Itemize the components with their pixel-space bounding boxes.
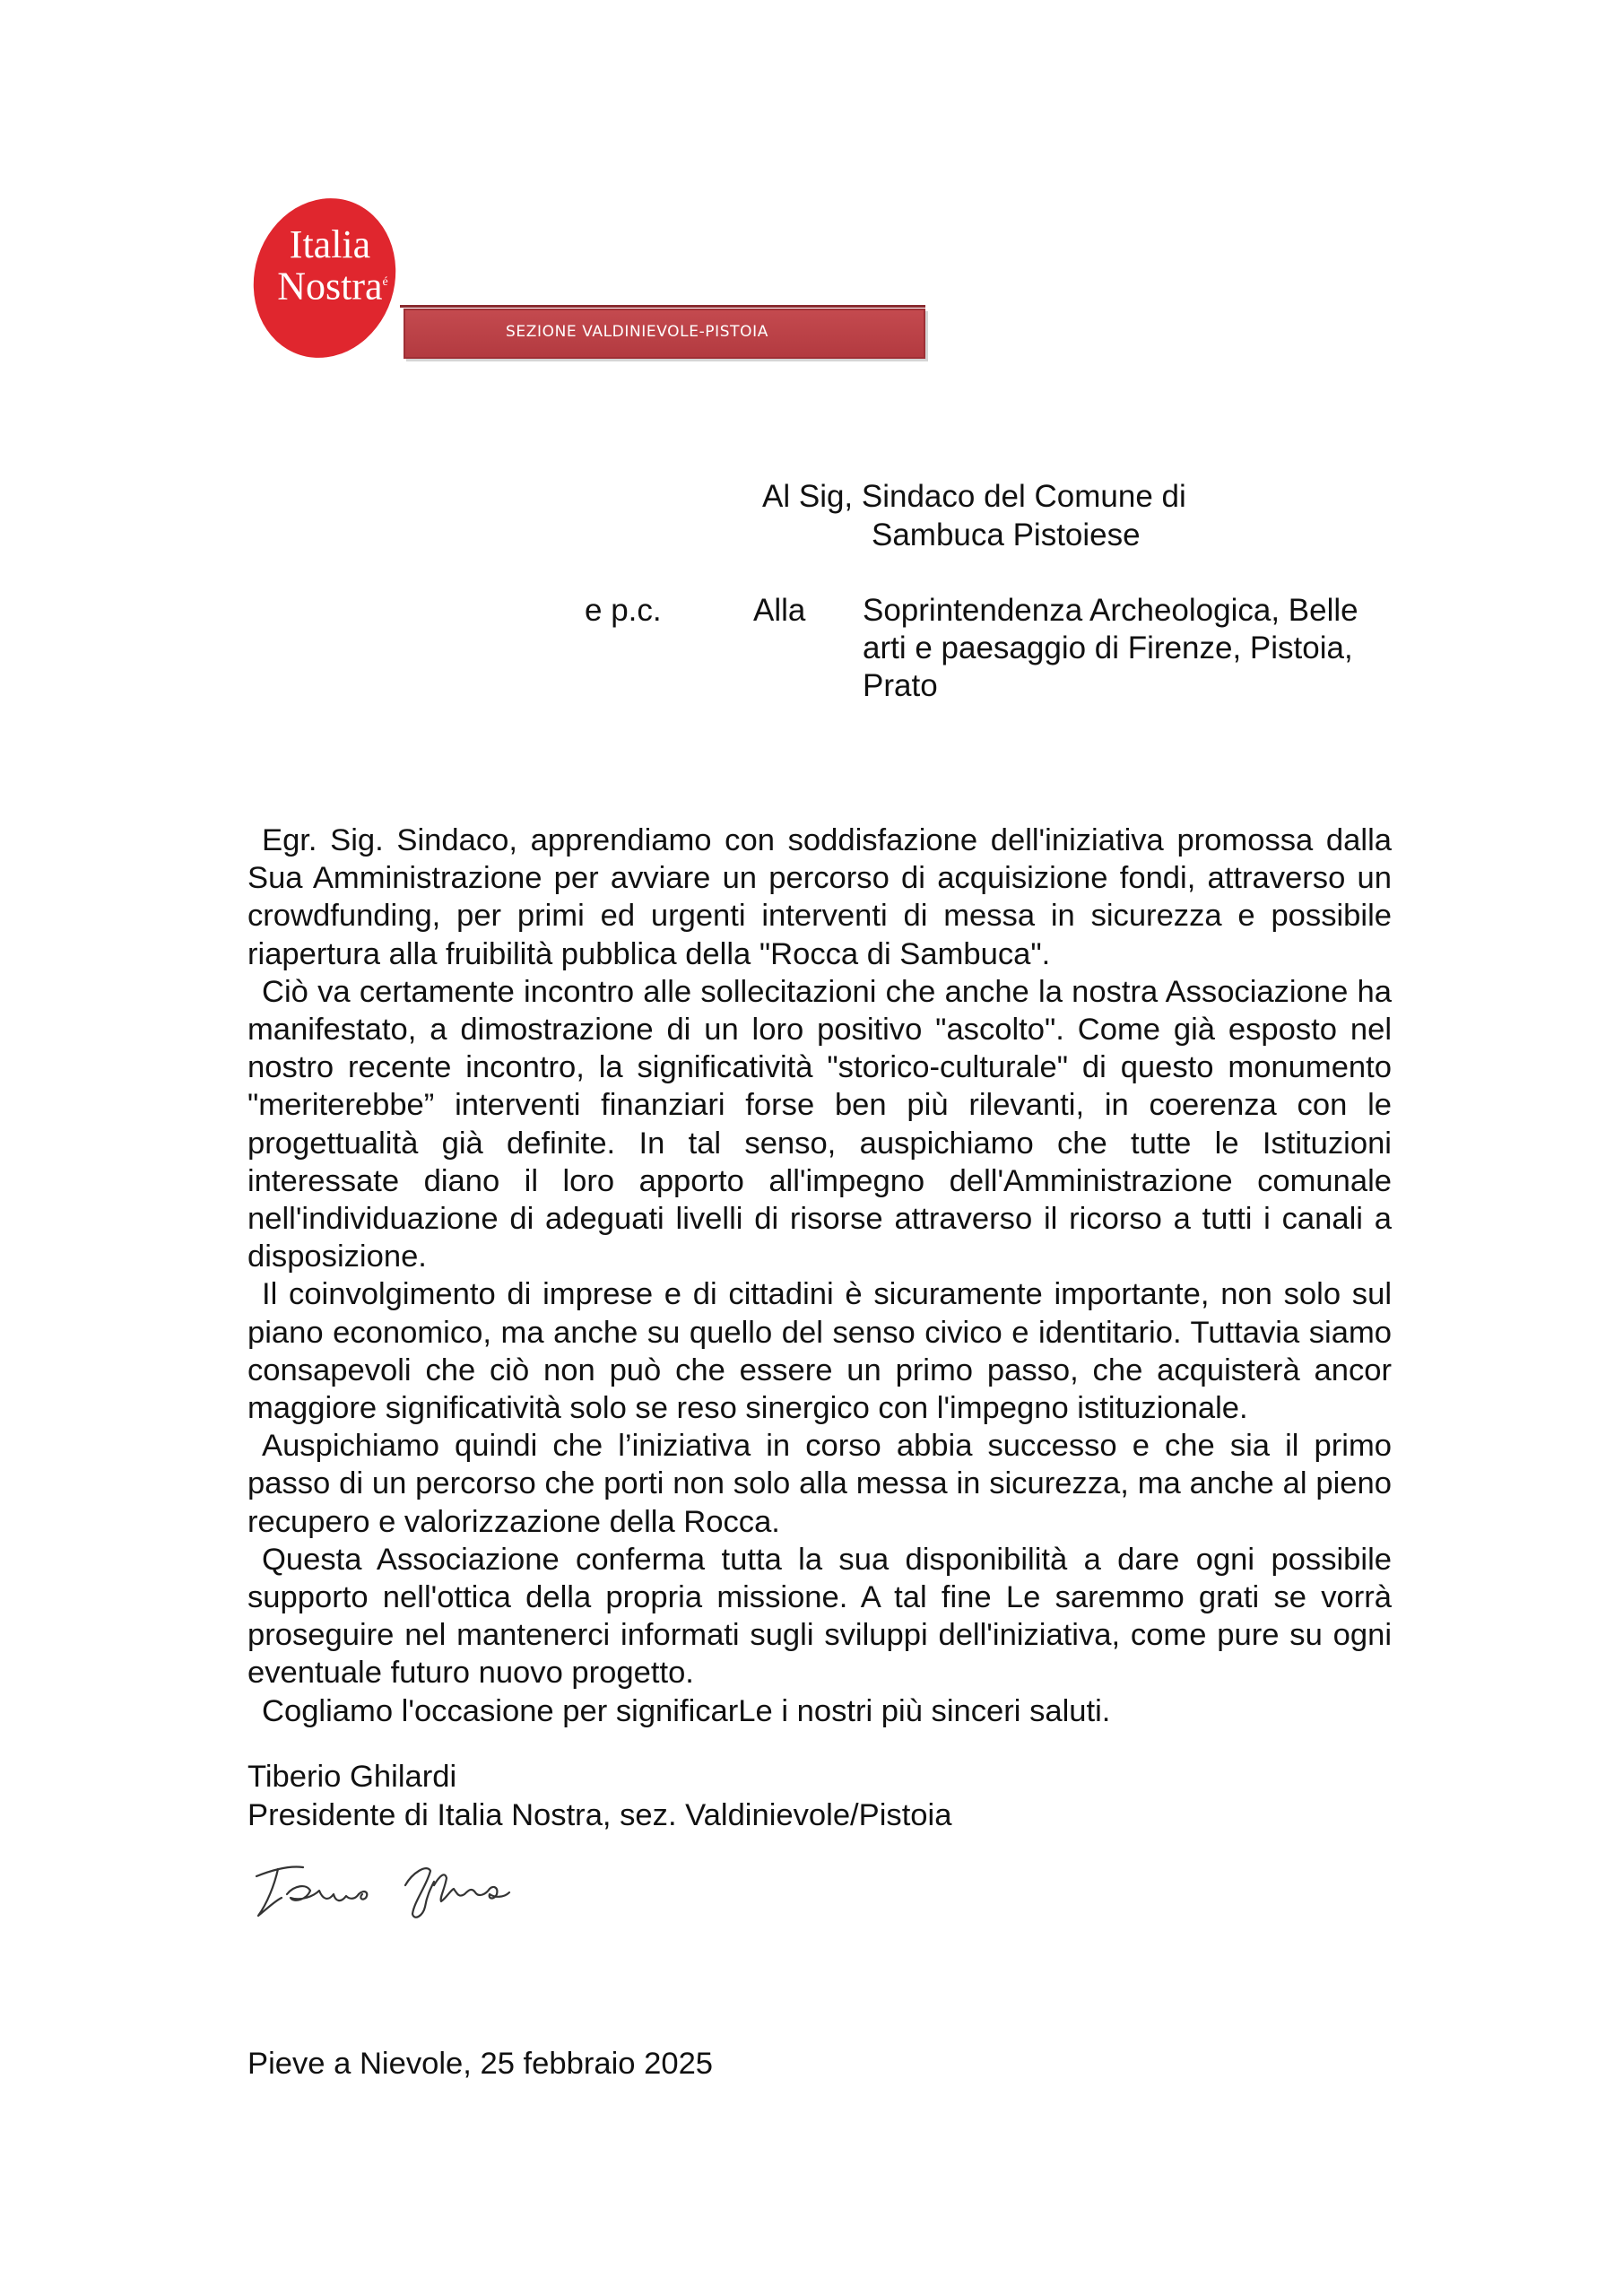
signature-block [247,1758,951,1834]
signer-title: Presidente di Italia Nostra, sez. Valdinievole/Pistoia [247,1797,952,1832]
letter-body [247,822,1392,1730]
logo-line2: Nostra$^é$ [277,264,388,309]
italia-nostra-logo [247,192,402,364]
cc-line3: Prato [863,668,938,703]
signer-name: Tiberio Ghilardi [247,1760,457,1794]
paragraph: Il coinvolgimento di imprese e di cittadini è sicuramente importante, non solo sul piano economico, ma anche su quello del senso civico e identitario. Tuttavia siamo consapevoli che ciò non può che essere un primo passo, che acquisterà ancor maggiore significatività solo se reso sinergico con l'impegno istituzionale. [247,1277,1392,1426]
cc-prefix: Alla [753,593,806,628]
cc-line2: arti e paesaggio di Firenze, Pistoia, [863,631,1353,665]
banner-rule [400,305,925,308]
recipient-line1: Al Sig, Sindaco del Comune di [762,479,1186,514]
paragraph: Egr. Sig. Sindaco, apprendiamo con soddisfazione dell'iniziativa promossa dalla Sua Amministrazione per avviare un percorso di acquisizione fondi, attraverso un crowdfunding, per primi ed urgenti interventi di messa in sicurezza e possibile riapertura alla fruibilità pubblica della "Rocca di Sambuca". [247,823,1392,971]
paragraph: Questa Associazione conferma tutta la sua disponibilità a dare ogni possibile supporto nell'ottica della propria missione. A tal fine Le saremmo grati se vorrà proseguire nel mantenerci informati sugli sviluppi dell'iniziativa, come pure su ogni eventuale futuro nuovo progetto. [247,1542,1392,1691]
recipient-line2: Sambuca Pistoiese [872,517,1141,552]
section-banner [400,305,925,361]
logo-line1: Italia [289,222,371,266]
paragraph: Ciò va certamente incontro alle sollecitazioni che anche la nostra Associazione ha manifestato, a dimostrazione di un loro positivo "ascolto". Come già esposto nel nostro recente incontro, la significatività "storico-culturale" di questo monumento "meriterebbe” interventi finanziari forse ben più rilevanti, in coerenza con le progettualità già definite. In tal senso, auspichiamo che tutte le Istituzioni interessate diano il loro apporto all'impegno dell'Amministrazione comunale nell'individuazione di adeguati livelli di risorse attraverso il ricorso a tutti i canali a disposizione. [247,974,1392,1274]
place-date: Pieve a Nievole, 25 febbraio 2025 [247,2047,714,2081]
handwritten-signature [247,1849,552,1930]
cc-line1: Soprintendenza Archeologica, Belle [863,593,1358,628]
paragraph: Auspichiamo quindi che l’iniziativa in corso abbia successo e che sia il primo passo di un percorso che porti non solo alla messa in sicurezza, ma anche al pieno recupero e valorizzazione della Rocca. [247,1429,1392,1539]
logo-wordmark [258,222,402,309]
section-label: SEZIONE VALDINIEVOLE-PISTOIA [506,323,768,341]
paragraph: Cogliamo l'occasione per significarLe i nostri più sinceri saluti. [262,1693,1111,1728]
cc-label: e p.c. [585,593,662,628]
